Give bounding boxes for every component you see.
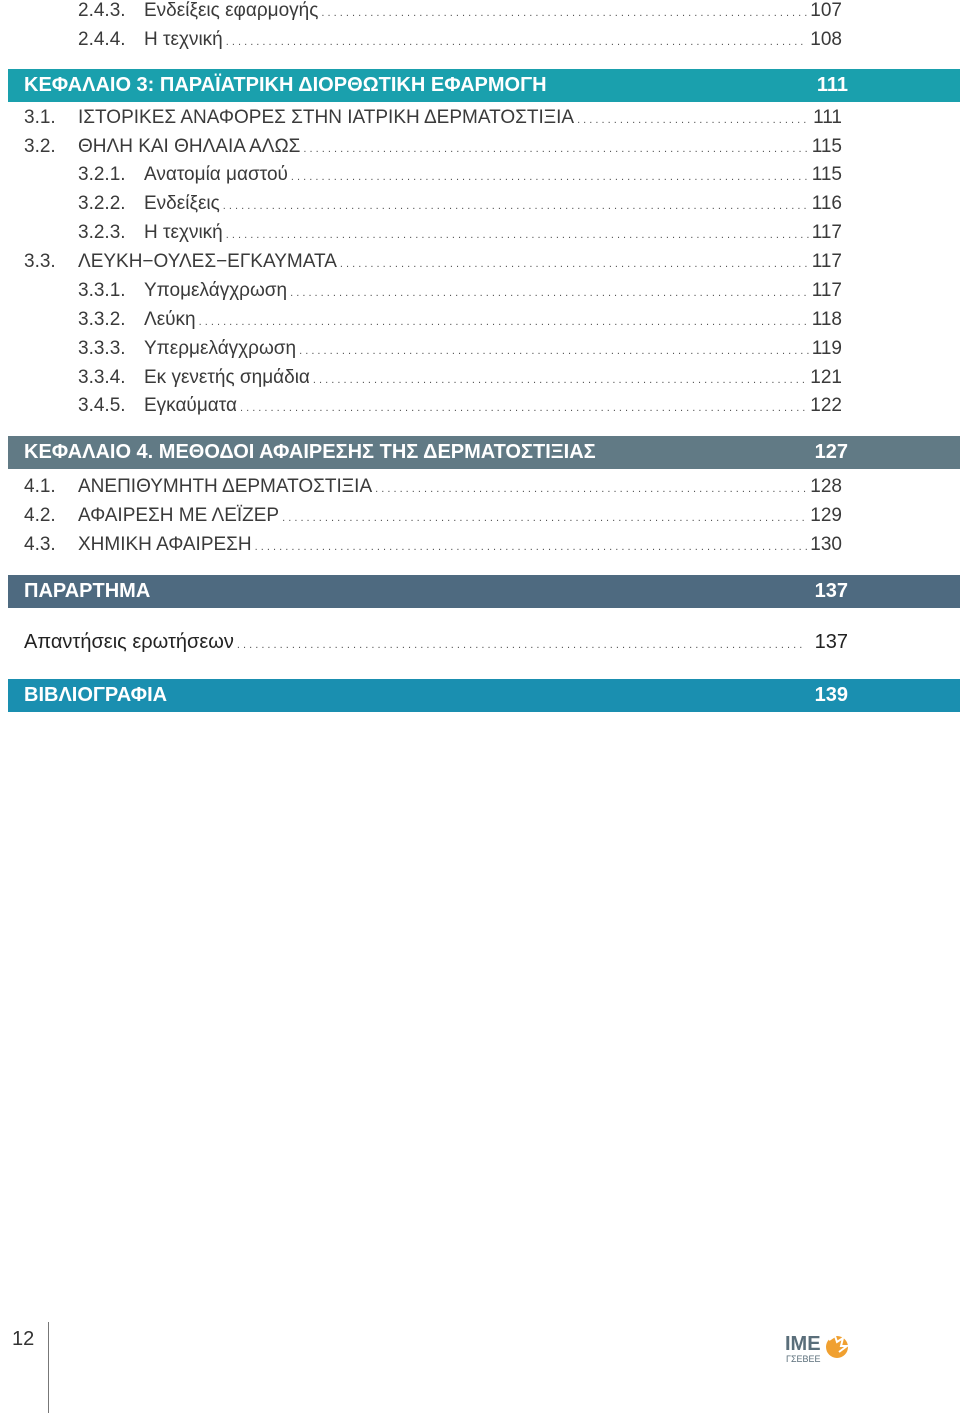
bibliography-title: ΒΙΒΛΙΟΓΡΑΦΙΑ	[24, 684, 168, 706]
toc-leader-dots	[340, 251, 809, 273]
toc-entry-page: 137	[814, 631, 848, 653]
bibliography-banner[interactable]	[8, 679, 960, 712]
toc-entry[interactable]	[78, 0, 842, 29]
chapter-title: ΚΕΦΑΛΑΙΟ 4. ΜΕΘΟΔΟΙ ΑΦΑΙΡΕΣΗΣ ΤΗΣ ΔΕΡΜΑΤΟΣΤΙΞΙΑΣ	[24, 441, 596, 463]
toc-entry-number: 3.4.5.	[78, 395, 126, 416]
toc-entry[interactable]	[78, 280, 842, 309]
toc-entry[interactable]	[78, 29, 842, 58]
toc-leader-dots	[321, 0, 807, 22]
appendix-banner[interactable]	[8, 575, 960, 608]
bibliography-page: 139	[814, 684, 848, 706]
toc-entry-answers[interactable]	[24, 631, 848, 660]
toc-entry-number: 3.3.4.	[78, 367, 126, 388]
toc-entry-title: ΑΦΑΙΡΕΣΗ ΜΕ ΛΕΪΖΕΡ	[78, 505, 280, 526]
toc-entry-title: Ενδείξεις	[144, 193, 220, 214]
toc-entry[interactable]	[24, 505, 842, 534]
toc-entry-number: 3.2.	[24, 136, 56, 157]
toc-entry-page: 107	[810, 0, 842, 21]
toc-leader-dots	[313, 367, 807, 389]
toc-entry-title: Λεύκη	[144, 309, 196, 330]
toc-entry-title: Υπομελάγχρωση	[144, 280, 288, 301]
toc-entry-page: 108	[810, 29, 842, 50]
toc-leader-dots	[240, 395, 807, 417]
chapter-page: 127	[814, 441, 848, 463]
toc-entry-title: Ενδείξεις εφαρμογής	[144, 0, 319, 21]
toc-entry[interactable]	[24, 476, 842, 505]
toc-entry-title: Απαντήσεις ερωτήσεων	[24, 631, 234, 653]
appendix-page: 137	[814, 580, 848, 602]
toc-entry-page: 130	[810, 534, 842, 555]
toc-entry-number: 4.1.	[24, 476, 56, 497]
toc-entry-title: ΙΣΤΟΡΙΚΕΣ ΑΝΑΦΟΡΕΣ ΣΤΗΝ ΙΑΤΡΙΚΗ ΔΕΡΜΑΤΟΣΤΙΞΙΑ	[78, 107, 575, 128]
toc-leader-dots	[223, 193, 809, 215]
logo-main-text: ΙΜΕ	[785, 1333, 821, 1355]
toc-entry[interactable]	[78, 338, 842, 367]
toc-entry-page: 116	[811, 193, 842, 214]
toc-entry-page: 117	[811, 251, 842, 272]
toc-entry-title: Η τεχνική	[144, 222, 223, 243]
toc-entry[interactable]	[78, 222, 842, 251]
toc-leader-dots	[577, 107, 810, 129]
toc-entry[interactable]	[24, 107, 842, 136]
toc-leader-dots	[282, 505, 807, 527]
toc-entry-page: 118	[811, 309, 842, 330]
toc-entry[interactable]	[24, 251, 842, 280]
toc-entry-number: 2.4.4.	[78, 29, 126, 50]
toc-entry-title: ΑΝΕΠΙΘΥΜΗΤΗ ΔΕΡΜΑΤΟΣΤΙΞΙΑ	[78, 476, 373, 497]
toc-entry-number: 3.3.2.	[78, 309, 126, 330]
page-number: 12	[12, 1328, 35, 1350]
toc-entry[interactable]	[78, 367, 842, 396]
toc-entry-title: Η τεχνική	[144, 29, 223, 50]
toc-entry[interactable]	[78, 193, 842, 222]
toc-entry-number: 4.3.	[24, 534, 56, 555]
toc-leader-dots	[199, 309, 809, 331]
toc-entry[interactable]	[78, 164, 842, 193]
logo-sub-text: ΓΣΕΒΕΕ	[786, 1354, 821, 1364]
toc-entry-title: ΘΗΛΗ ΚΑΙ ΘΗΛΑΙΑ ΑΛΩΣ	[78, 136, 301, 157]
toc-leader-dots	[226, 222, 809, 244]
toc-entry-page: 117	[811, 222, 842, 243]
toc-entry-page: 115	[811, 136, 842, 157]
toc-entry-number: 3.1.	[24, 107, 56, 128]
toc-leader-dots	[291, 164, 809, 186]
toc-entry-number: 4.2.	[24, 505, 56, 526]
toc-leader-dots	[226, 29, 808, 51]
chapter-page: 111	[816, 74, 848, 96]
toc-entry-page: 122	[810, 395, 842, 416]
toc-entry-page: 115	[811, 164, 842, 185]
toc-entry-page: 129	[810, 505, 842, 526]
footer-divider	[48, 1322, 49, 1413]
toc-entry-page: 121	[810, 367, 842, 388]
ime-gsevee-logo	[783, 1328, 849, 1366]
logo-icon	[783, 1328, 849, 1366]
chapter-3-banner[interactable]	[8, 69, 960, 102]
toc-entry-page: 128	[810, 476, 842, 497]
toc-leader-dots	[255, 534, 808, 556]
toc-entry-number: 3.3.1.	[78, 280, 126, 301]
toc-leader-dots	[303, 136, 808, 158]
toc-entry-number: 2.4.3.	[78, 0, 126, 21]
appendix-title: ΠΑΡΑΡΤΗΜΑ	[24, 580, 151, 602]
chapter-title: ΚΕΦΑΛΑΙΟ 3: ΠΑΡΑΪΑΤΡΙΚΗ ΔΙΟΡΘΩΤΙΚΗ ΕΦΑΡΜΟΓΗ	[24, 74, 547, 96]
toc-entry-page: 119	[811, 338, 842, 359]
chapter-4-banner[interactable]	[8, 436, 960, 469]
toc-entry-title: Εκ γενετής σημάδια	[144, 367, 310, 388]
toc-entry-title: ΛΕΥΚΗ−ΟΥΛΕΣ−ΕΓΚΑΥΜΑΤΑ	[78, 251, 337, 272]
toc-entry-title: Εγκαύματα	[144, 395, 237, 416]
toc-leader-dots	[375, 476, 807, 498]
toc-entry[interactable]	[78, 395, 842, 424]
toc-entry-page: 117	[811, 280, 842, 301]
toc-entry-title: Ανατομία μαστού	[144, 164, 288, 185]
toc-entry[interactable]	[24, 534, 842, 563]
toc-entry-title: Υπερμελάγχρωση	[144, 338, 297, 359]
toc-leader-dots	[237, 631, 802, 654]
toc-entry[interactable]	[78, 309, 842, 338]
toc-entry-number: 3.2.3.	[78, 222, 126, 243]
toc-entry-number: 3.3.	[24, 251, 56, 272]
toc-entry-number: 3.2.2.	[78, 193, 126, 214]
toc-entry[interactable]	[24, 136, 842, 165]
toc-entry-number: 3.3.3.	[78, 338, 126, 359]
toc-leader-dots	[299, 338, 809, 360]
toc-entry-title: ΧΗΜΙΚΗ ΑΦΑΙΡΕΣΗ	[78, 534, 252, 555]
toc-entry-number: 3.2.1.	[78, 164, 126, 185]
toc-entry-page: 111	[813, 107, 842, 128]
toc-leader-dots	[290, 280, 809, 302]
